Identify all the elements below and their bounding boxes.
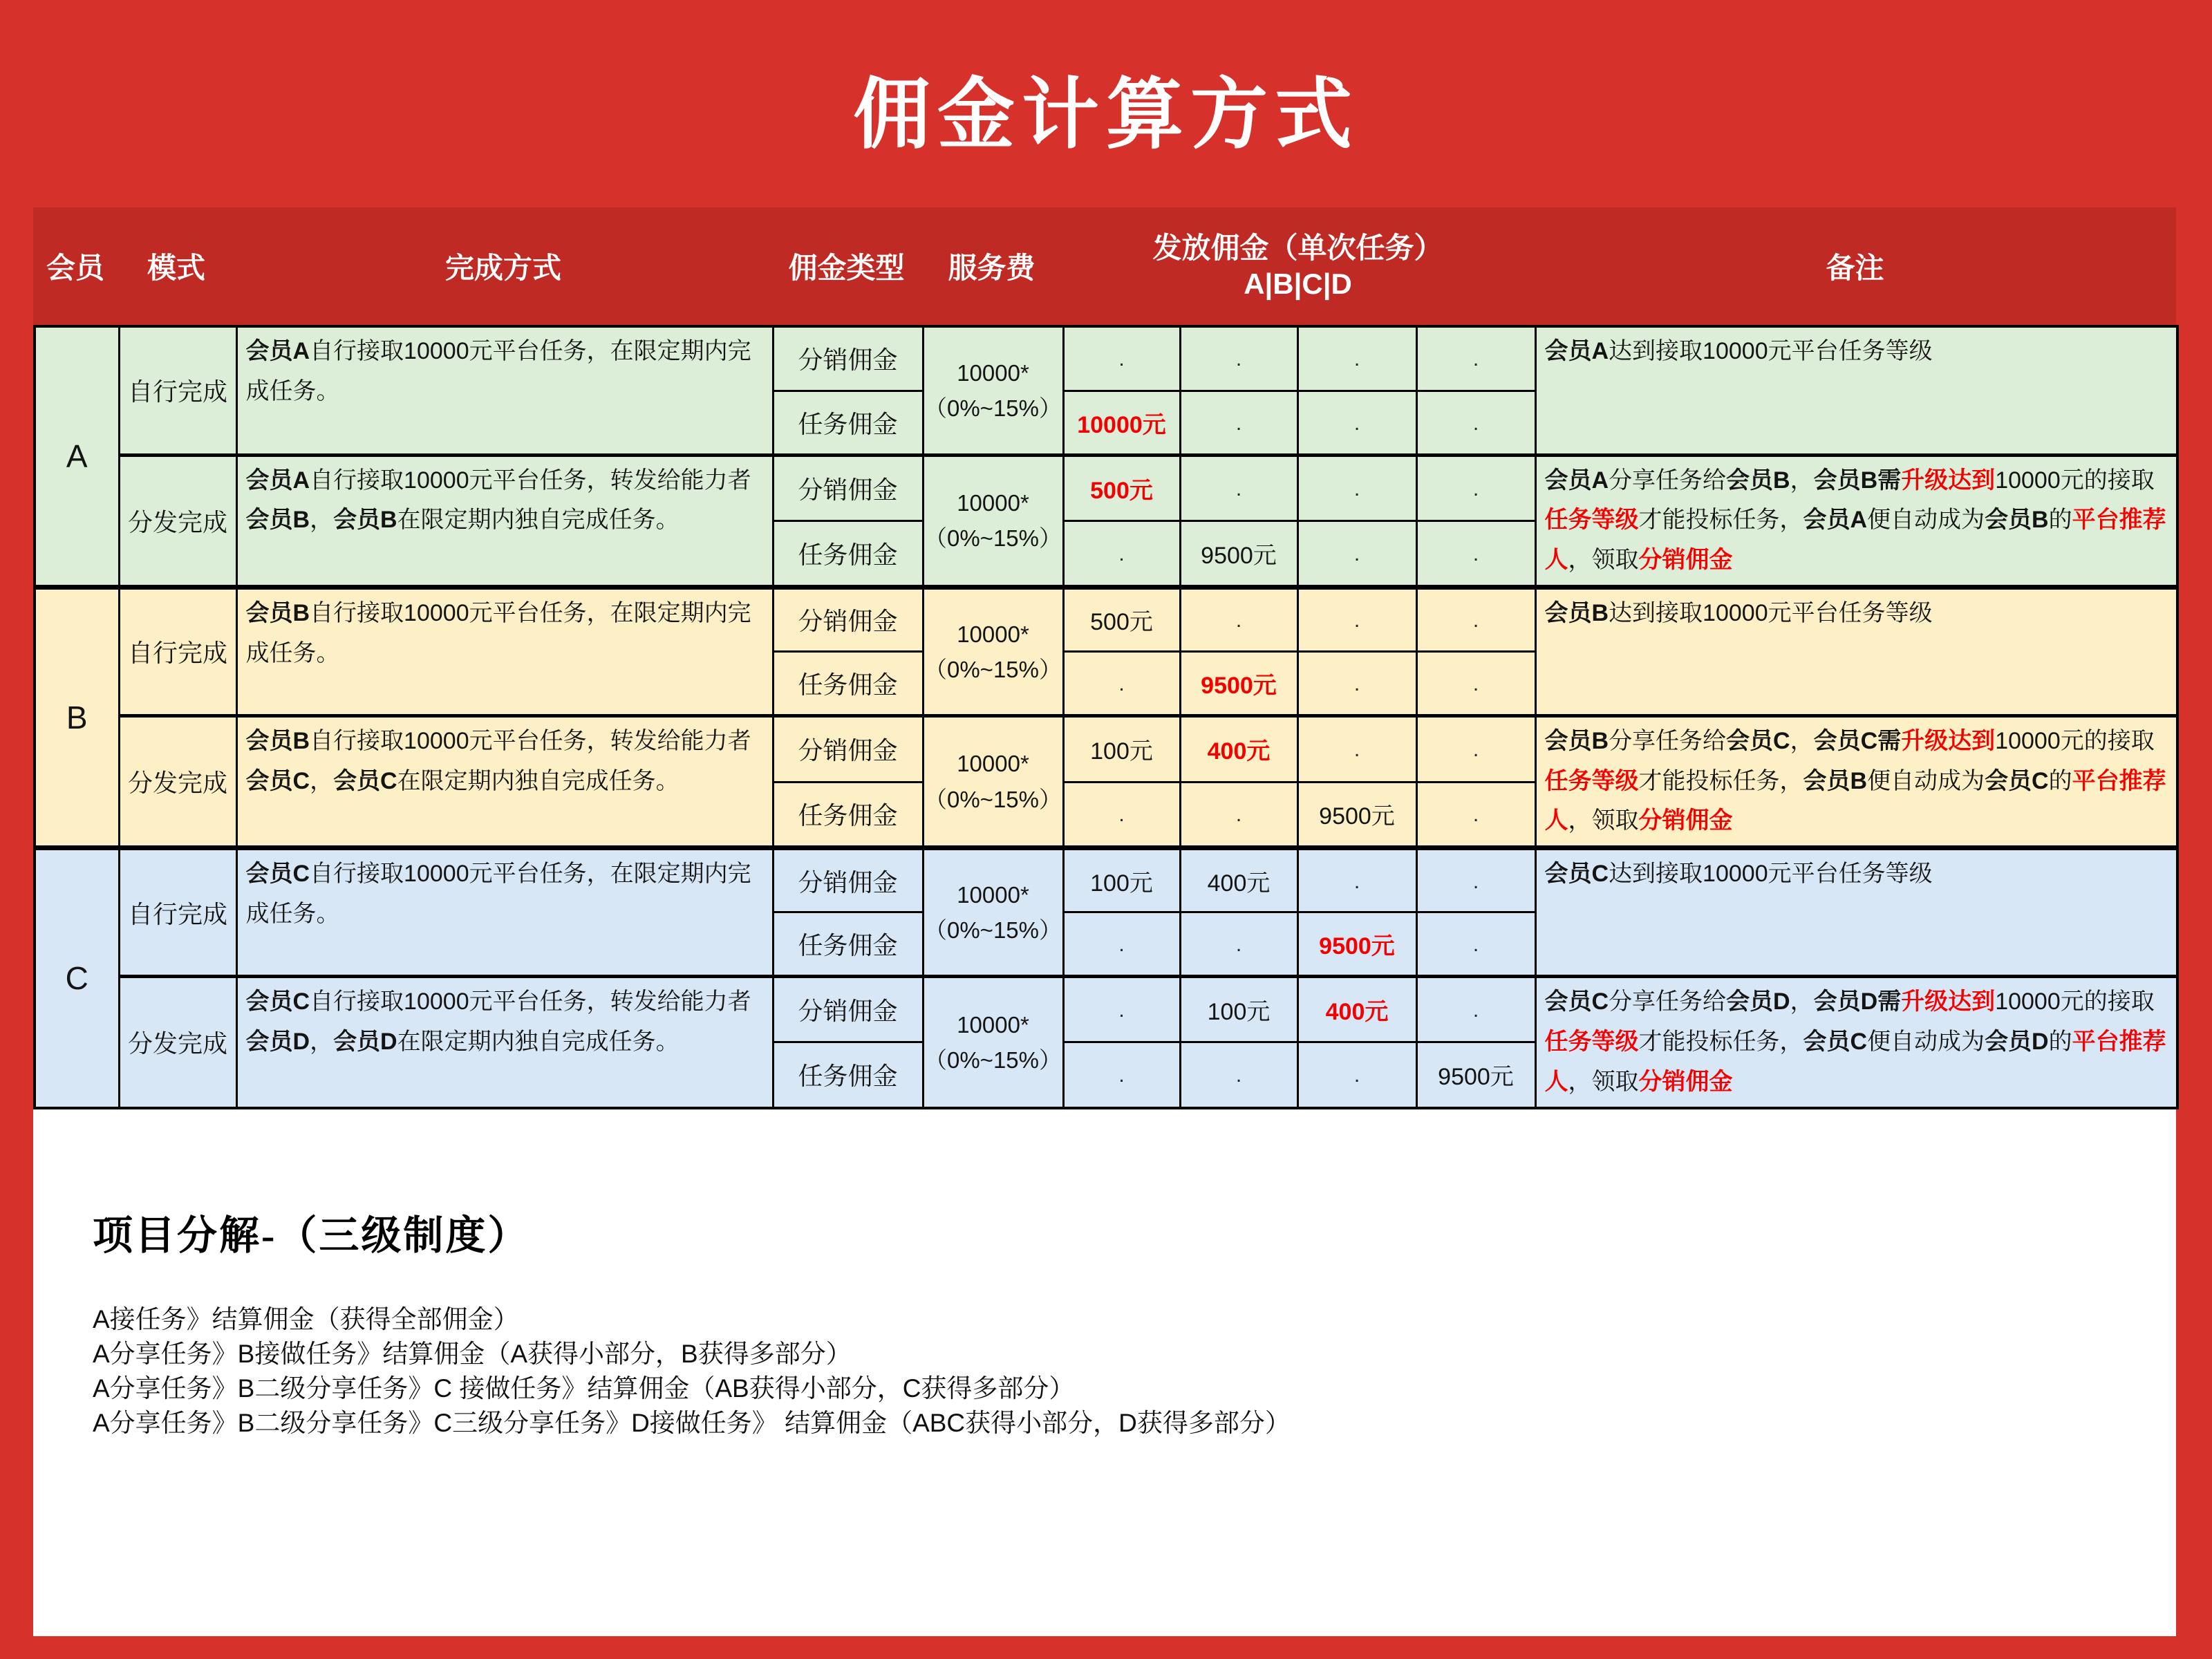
amount-cell-b: . — [1180, 587, 1297, 651]
breakdown-line: A分享任务》B接做任务》结算佣金（A获得小部分，B获得多部分） — [93, 1339, 852, 1368]
amount-cell-c: . — [1297, 326, 1416, 391]
header-commission-type: 佣金类型 — [788, 252, 905, 284]
amount-cell-d: . — [1416, 587, 1535, 651]
amount-cell-b: 9500元 — [1180, 521, 1297, 588]
commission-type-cell: 任务佣金 — [773, 1042, 923, 1108]
completion-desc-cell: 会员C自行接取10000元平台任务，在限定期内完成任务。 — [236, 848, 773, 977]
amount-cell-c: 9500元 — [1297, 912, 1416, 977]
commission-type-cell: 任务佣金 — [773, 391, 923, 455]
amount-cell-a: . — [1063, 651, 1180, 715]
amount-cell-c: . — [1297, 1042, 1416, 1108]
commission-type-cell: 任务佣金 — [773, 521, 923, 588]
table-row — [35, 326, 2177, 391]
amount-cell-a: 100元 — [1063, 715, 1180, 782]
mode-cell: 分发完成 — [119, 455, 236, 587]
amount-cell-a: . — [1063, 1042, 1180, 1108]
member-cell: C — [35, 848, 119, 1108]
service-fee-cell: 10000* （0%~15%） — [923, 326, 1063, 455]
amount-cell-c: . — [1297, 521, 1416, 588]
page-title: 佣金计算方式 — [853, 73, 1359, 158]
remark-cell: 会员C分享任务给会员D，会员D需升级达到10000元的接取任务等级才能投标任务，会员C便自动成为会员D的平台推荐人，领取分销佣金 — [1535, 977, 2177, 1108]
breakdown-section — [33, 1109, 2176, 1441]
amount-cell-a: . — [1063, 782, 1180, 848]
remark-cell: 会员B分享任务给会员C，会员C需升级达到10000元的接取任务等级才能投标任务，会员B便自动成为会员C的平台推荐人，领取分销佣金 — [1535, 715, 2177, 847]
amount-cell-a: . — [1063, 326, 1180, 391]
header-mode: 模式 — [147, 252, 205, 284]
amount-cell-d: . — [1416, 715, 1535, 782]
amount-cell-b: 400元 — [1180, 848, 1297, 912]
table-row — [35, 848, 2177, 912]
amount-cell-b: . — [1180, 912, 1297, 977]
amount-cell-d: . — [1416, 912, 1535, 977]
remark-cell: 会员A达到接取10000元平台任务等级 — [1535, 326, 2177, 455]
amount-cell-d: . — [1416, 977, 1535, 1042]
header-payout-line2: A|B|C|D — [1244, 268, 1352, 300]
amount-cell-d: . — [1416, 848, 1535, 912]
amount-cell-c: 9500元 — [1297, 782, 1416, 848]
amount-cell-a: . — [1063, 977, 1180, 1042]
amount-cell-a: . — [1063, 912, 1180, 977]
remark-cell: 会员B达到接取10000元平台任务等级 — [1535, 587, 2177, 715]
amount-cell-d: . — [1416, 391, 1535, 455]
amount-cell-d: . — [1416, 326, 1535, 391]
completion-desc-cell: 会员B自行接取10000元平台任务，转发给能力者会员C，会员C在限定期内独自完成任务。 — [236, 715, 773, 847]
service-fee-cell: 10000* （0%~15%） — [923, 455, 1063, 587]
amount-cell-b: . — [1180, 1042, 1297, 1108]
member-cell: A — [35, 326, 119, 587]
service-fee-cell: 10000* （0%~15%） — [923, 848, 1063, 977]
commission-type-cell: 任务佣金 — [773, 912, 923, 977]
amount-cell-d: 9500元 — [1416, 1042, 1535, 1108]
amount-cell-d: . — [1416, 651, 1535, 715]
header-payout-line1: 发放佣金（单次任务） — [1152, 231, 1443, 264]
mode-cell: 自行完成 — [119, 848, 236, 977]
table-row — [35, 715, 2177, 782]
commission-type-cell: 分销佣金 — [773, 455, 923, 521]
content-panel — [33, 207, 2176, 1636]
mode-cell: 自行完成 — [119, 587, 236, 715]
amount-cell-d: . — [1416, 455, 1535, 521]
amount-cell-a: . — [1063, 521, 1180, 588]
header-member: 会员 — [46, 252, 104, 284]
amount-cell-b: 9500元 — [1180, 651, 1297, 715]
commission-type-cell: 任务佣金 — [773, 651, 923, 715]
commission-type-cell: 分销佣金 — [773, 326, 923, 391]
commission-type-cell: 分销佣金 — [773, 977, 923, 1042]
amount-cell-c: . — [1297, 587, 1416, 651]
header-service-fee: 服务费 — [948, 252, 1035, 284]
amount-cell-a: 500元 — [1063, 455, 1180, 521]
breakdown-heading: 项目分解-（三级制度） — [93, 1212, 530, 1258]
commission-table — [33, 325, 2179, 1109]
amount-cell-b: . — [1180, 782, 1297, 848]
amount-cell-c: 400元 — [1297, 977, 1416, 1042]
commission-type-cell: 分销佣金 — [773, 848, 923, 912]
mode-cell: 分发完成 — [119, 977, 236, 1108]
breakdown-line: A接任务》结算佣金（获得全部佣金） — [93, 1304, 519, 1333]
amount-cell-a: 100元 — [1063, 848, 1180, 912]
header-method: 完成方式 — [444, 252, 561, 284]
amount-cell-c: . — [1297, 391, 1416, 455]
breakdown-line: A分享任务》B二级分享任务》C三级分享任务》D接做任务》 结算佣金（ABC获得小部分，D获得多部分） — [93, 1408, 1291, 1437]
breakdown-line: A分享任务》B二级分享任务》C 接做任务》结算佣金（AB获得小部分，C获得多部分） — [93, 1374, 1075, 1403]
remark-cell: 会员A分享任务给会员B，会员B需升级达到10000元的接取任务等级才能投标任务，会员A便自动成为会员B的平台推荐人，领取分销佣金 — [1535, 455, 2177, 587]
completion-desc-cell: 会员B自行接取10000元平台任务，在限定期内完成任务。 — [236, 587, 773, 715]
completion-desc-cell: 会员C自行接取10000元平台任务，转发给能力者会员D，会员D在限定期内独自完成任务。 — [236, 977, 773, 1108]
commission-type-cell: 分销佣金 — [773, 587, 923, 651]
header-remark: 备注 — [1826, 252, 1884, 284]
amount-cell-c: . — [1297, 455, 1416, 521]
amount-cell-b: . — [1180, 326, 1297, 391]
table-row — [35, 977, 2177, 1042]
header-payout — [1062, 230, 1534, 303]
mode-cell: 分发完成 — [119, 715, 236, 847]
mode-cell: 自行完成 — [119, 326, 236, 455]
breakdown-lines — [93, 1302, 2176, 1441]
service-fee-cell: 10000* （0%~15%） — [923, 715, 1063, 847]
table-header-band — [33, 207, 2176, 325]
amount-cell-a: 500元 — [1063, 587, 1180, 651]
amount-cell-b: 400元 — [1180, 715, 1297, 782]
service-fee-cell: 10000* （0%~15%） — [923, 587, 1063, 715]
completion-desc-cell: 会员A自行接取10000元平台任务，转发给能力者会员B，会员B在限定期内独自完成任务。 — [236, 455, 773, 587]
amount-cell-b: 100元 — [1180, 977, 1297, 1042]
amount-cell-a: 10000元 — [1063, 391, 1180, 455]
amount-cell-d: . — [1416, 782, 1535, 848]
remark-cell: 会员C达到接取10000元平台任务等级 — [1535, 848, 2177, 977]
service-fee-cell: 10000* （0%~15%） — [923, 977, 1063, 1108]
completion-desc-cell: 会员A自行接取10000元平台任务，在限定期内完成任务。 — [236, 326, 773, 455]
amount-cell-d: . — [1416, 521, 1535, 588]
commission-type-cell: 分销佣金 — [773, 715, 923, 782]
amount-cell-c: . — [1297, 715, 1416, 782]
amount-cell-b: . — [1180, 455, 1297, 521]
amount-cell-b: . — [1180, 391, 1297, 455]
table-row — [35, 455, 2177, 521]
member-cell: B — [35, 587, 119, 847]
commission-type-cell: 任务佣金 — [773, 782, 923, 848]
amount-cell-c: . — [1297, 651, 1416, 715]
table-row — [35, 587, 2177, 651]
amount-cell-c: . — [1297, 848, 1416, 912]
